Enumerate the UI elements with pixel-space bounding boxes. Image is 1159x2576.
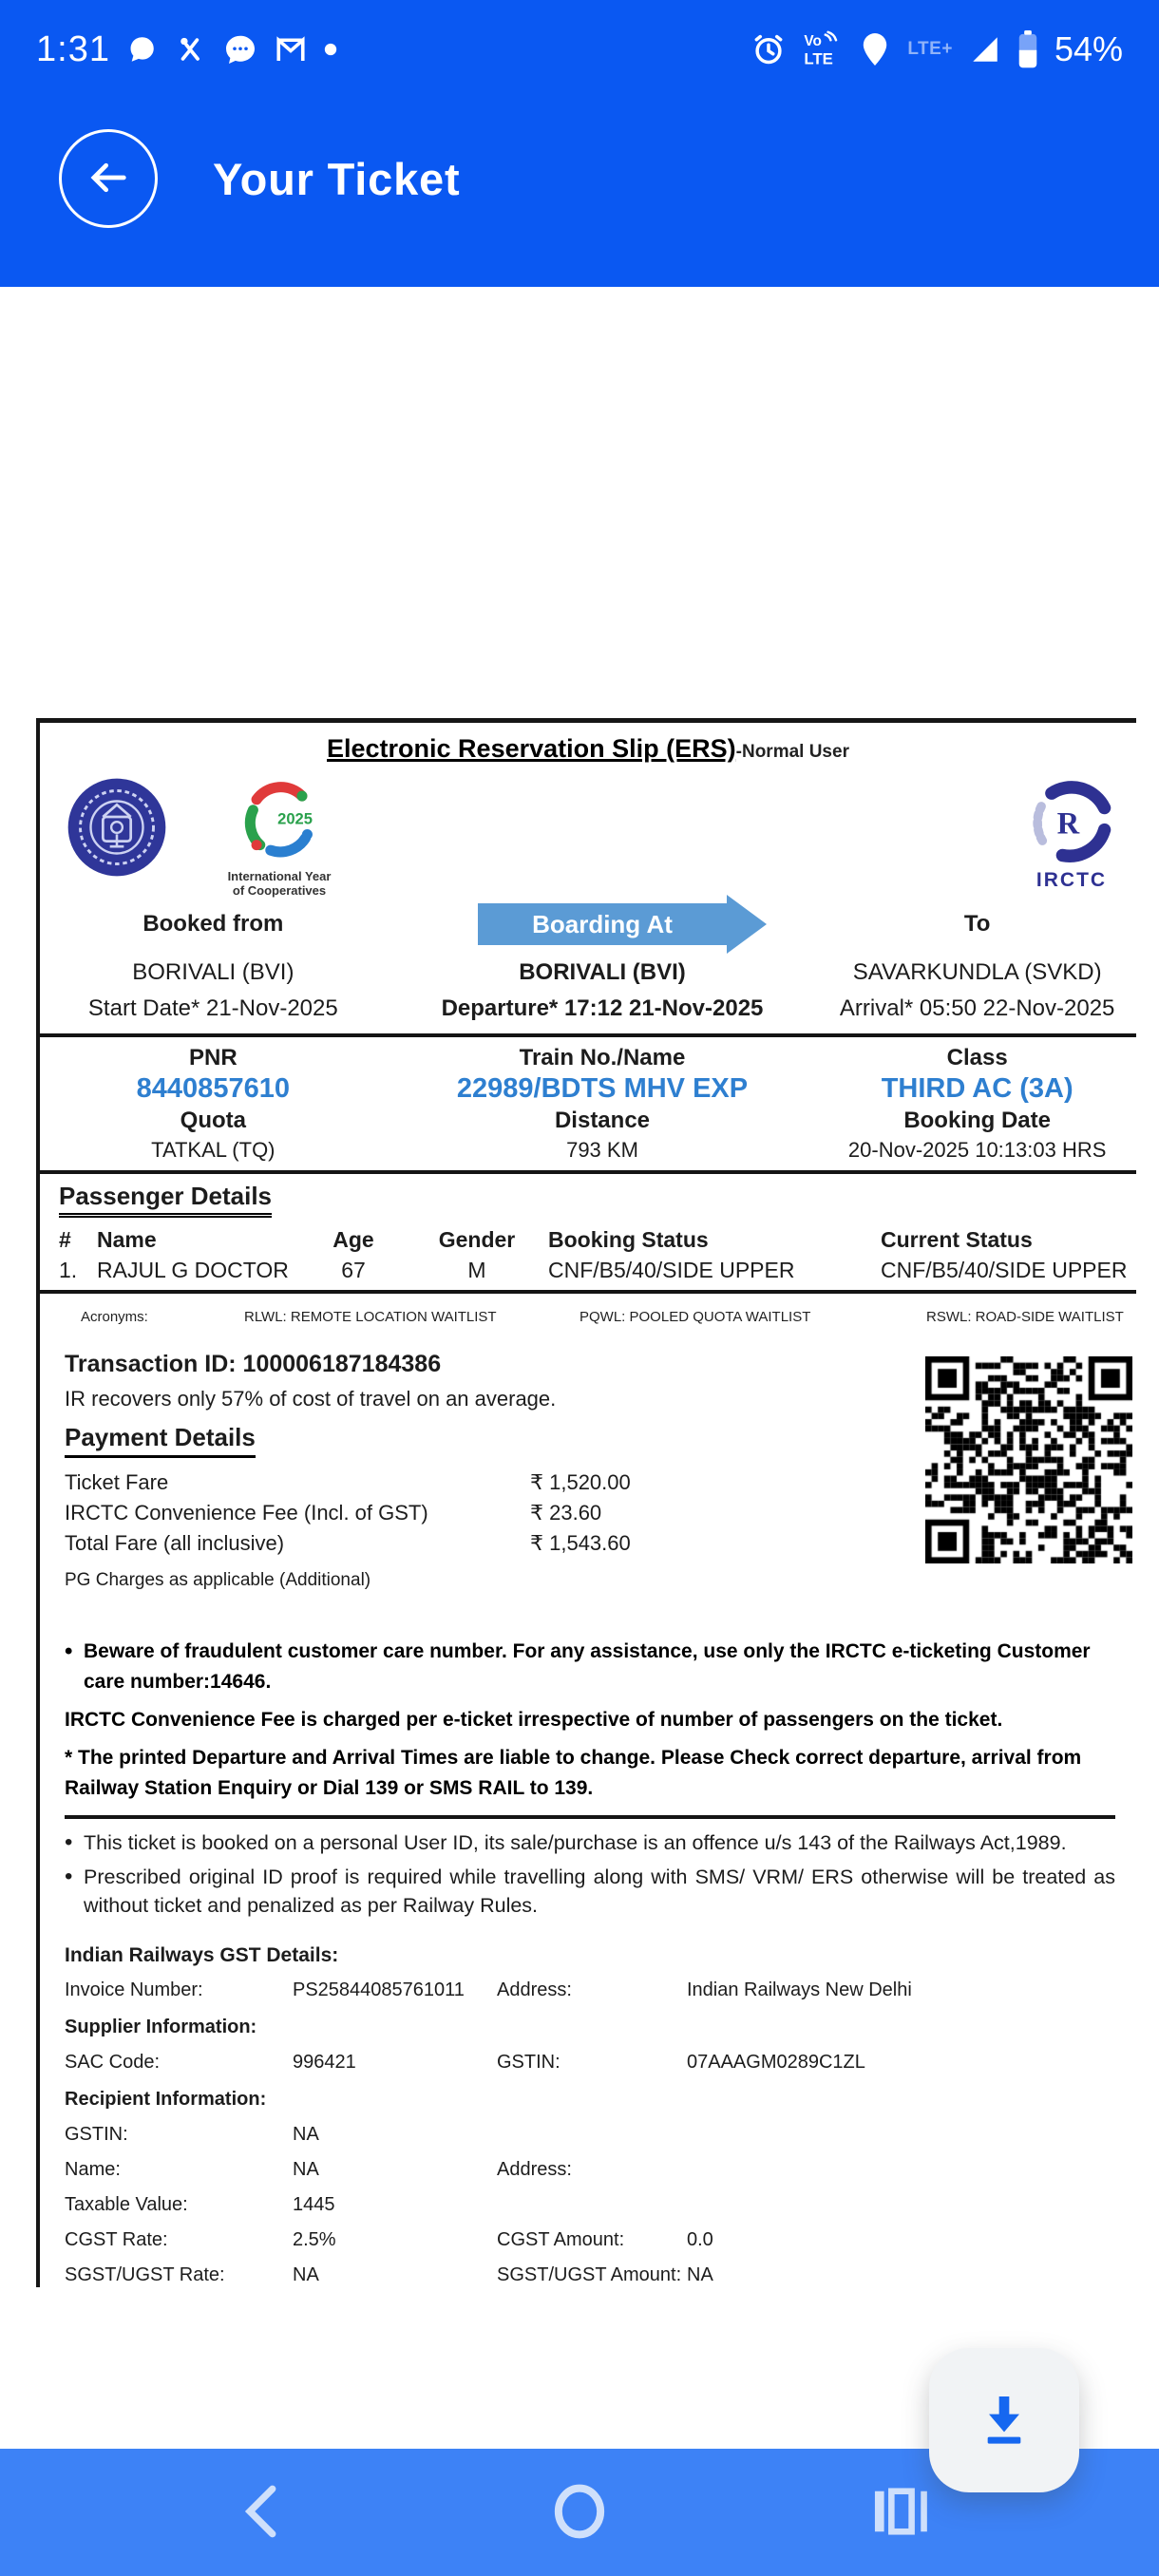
address-value: Indian Railways New Delhi	[687, 1979, 912, 2000]
nav-back-icon	[241, 2485, 283, 2541]
sgst-rate-label: SGST/UGST Rate:	[65, 2264, 225, 2285]
divider	[40, 1290, 1136, 1294]
payment-heading: Payment Details	[65, 1423, 256, 1458]
logo-row	[65, 775, 1121, 897]
booking-date-value: 20-Nov-2025 10:13:03 HRS	[847, 1138, 1107, 1162]
booking-date-label: Booking Date	[903, 1108, 1051, 1133]
volte-icon	[803, 30, 843, 68]
location-pin-icon	[859, 31, 891, 67]
boarding-station: BORIVALI (BVI)	[519, 959, 686, 985]
current-status: CNF/B5/40/SIDE UPPER	[881, 1258, 1128, 1282]
quota-value: TATKAL (TQ)	[151, 1138, 276, 1162]
back-button[interactable]	[59, 129, 158, 228]
bullet: •	[65, 1829, 73, 1855]
sgst-amount-label: SGST/UGST Amount:	[497, 2264, 682, 2285]
download-button[interactable]	[929, 2348, 1079, 2492]
ticket-document	[36, 718, 1136, 2287]
app-header	[0, 0, 1159, 287]
cgst-amount-label: CGST Amount:	[497, 2229, 625, 2250]
bullet: •	[65, 1638, 73, 1664]
acronym-rlwl: RLWL: REMOTE LOCATION WAITLIST	[244, 1309, 497, 1325]
taxable-value: 1445	[293, 2194, 335, 2215]
pnr-label: PNR	[188, 1045, 238, 1070]
invoice-value: PS25844085761011	[293, 1979, 465, 2000]
booking-status: CNF/B5/40/SIDE UPPER	[548, 1258, 795, 1282]
ers-title-main: Electronic Reservation Slip (ERS)	[327, 734, 736, 763]
irctc-logo	[1022, 775, 1121, 892]
passenger-gender: M	[467, 1258, 486, 1282]
ers-title	[40, 734, 1136, 764]
download-icon	[974, 2389, 1035, 2453]
pg-charges-note: PG Charges as applicable (Additional)	[65, 1570, 371, 1590]
battery-percent: 54%	[1054, 29, 1123, 68]
quota-label: Quota	[180, 1108, 246, 1133]
sac-label: SAC Code:	[65, 2052, 161, 2073]
col-booking-status: Booking Status	[548, 1227, 709, 1252]
col-name: Name	[97, 1227, 157, 1252]
battery-icon	[1017, 30, 1038, 68]
class-value: THIRD AC (3A)	[881, 1073, 1074, 1104]
recipient-gstin-value: NA	[293, 2124, 319, 2145]
passenger-section	[40, 1174, 1136, 1290]
payment-section	[65, 1351, 1136, 1593]
table-row: 1.	[59, 1258, 78, 1282]
status-bar	[0, 0, 1159, 99]
page-title: Your Ticket	[213, 153, 461, 204]
gmail-icon	[274, 32, 308, 66]
bullet: •	[65, 1864, 73, 1889]
class-label: Class	[946, 1045, 1008, 1070]
ers-title-suffix: -Normal User	[735, 742, 849, 762]
address-label: Address:	[497, 1979, 572, 2000]
iyc-caption-line2: of Cooperatives	[232, 883, 327, 898]
fare-value: ₹ 1,520.00	[530, 1470, 631, 1494]
svg-text:Vo: Vo	[804, 32, 823, 49]
passenger-heading: Passenger Details	[59, 1182, 272, 1218]
nav-back-button[interactable]	[196, 2449, 329, 2576]
acronym-rswl: RSWL: ROAD-SIDE WAITLIST	[926, 1309, 1124, 1325]
arrival-date: Arrival* 05:50 22-Nov-2025	[839, 995, 1115, 1021]
supplier-heading: Supplier Information:	[65, 2017, 257, 2037]
nav-recents-icon	[873, 2485, 928, 2541]
booked-from-label: Booked from	[142, 911, 284, 937]
app-notification-icon	[175, 33, 207, 66]
iyc-caption-line1: International Year	[227, 869, 332, 883]
recipient-name-value: NA	[293, 2159, 319, 2180]
train-value: 22989/BDTS MHV EXP	[456, 1073, 749, 1104]
convenience-fee-label: IRCTC Convenience Fee (Incl. of GST)	[65, 1501, 428, 1525]
signal-triangle-icon	[969, 33, 1001, 66]
status-time: 1:31	[36, 28, 110, 69]
irctc-label: IRCTC	[1036, 869, 1108, 891]
sac-value: 996421	[293, 2052, 356, 2073]
iyc-2025-logo	[203, 775, 355, 898]
cgst-amount-value: 0.0	[687, 2229, 713, 2250]
notice-convenience-fee: IRCTC Convenience Fee is charged per e-ticket irrespective of number of passengers on the ticket.	[65, 1709, 1003, 1731]
more-notifications-dot	[324, 43, 337, 56]
passenger-table	[59, 1227, 1136, 1290]
recipient-heading: Recipient Information:	[65, 2089, 267, 2110]
to-station: SAVARKUNDLA (SVKD)	[852, 959, 1102, 985]
ir-recovery-note: IR recovers only 57% of cost of travel on an average.	[65, 1387, 557, 1411]
start-date: Start Date* 21-Nov-2025	[87, 995, 338, 1021]
col-current-status: Current Status	[881, 1227, 1033, 1252]
total-fare-value: ₹ 1,543.60	[530, 1531, 631, 1555]
transaction-id: Transaction ID: 100006187184386	[65, 1351, 442, 1377]
notice-personal-id: This ticket is booked on a personal User ID, its sale/purchase is an offence u/s 143 of the Railways Act,1989.	[84, 1831, 1067, 1854]
recipient-address-label: Address:	[497, 2159, 572, 2180]
app-bar	[0, 99, 1159, 258]
recipient-gstin-label: GSTIN:	[65, 2124, 128, 2145]
gst-heading: Indian Railways GST Details:	[65, 1944, 339, 1966]
notice-id-proof: Prescribed original ID proof is required while travelling along with SMS/ VRM/ ERS otherwise will be treated as without ticket and penalized as per Railway Rules.	[84, 1866, 1115, 1917]
recipient-name-label: Name:	[65, 2159, 121, 2180]
passenger-age: 67	[341, 1258, 366, 1282]
chat-bubble-icon	[126, 33, 159, 66]
sgst-amount-value: NA	[687, 2264, 713, 2285]
sgst-rate-value: NA	[293, 2264, 319, 2285]
gst-section	[65, 1944, 1136, 2287]
nav-home-icon	[552, 2482, 607, 2544]
to-label: To	[963, 911, 991, 937]
notice-times-change: * The printed Departure and Arrival Times are liable to change. Please Check correct departure, arrival from Railway Station Enquiry or Dial 139 or SMS RAIL to 139.	[65, 1747, 1082, 1799]
notices-bold	[65, 1637, 1115, 1819]
col-gender: Gender	[438, 1227, 516, 1252]
divider	[65, 1815, 1115, 1819]
notices-regular	[65, 1828, 1115, 1920]
train-label: Train No./Name	[519, 1045, 686, 1070]
acronyms-row	[40, 1309, 1136, 1330]
iyc-year: 2025	[277, 809, 313, 828]
network-type-label: LTE+	[907, 39, 953, 59]
svg-text:LTE: LTE	[804, 49, 834, 68]
fare-label: Ticket Fare	[65, 1470, 169, 1494]
departure-date: Departure* 17:12 21-Nov-2025	[441, 995, 764, 1021]
cgst-rate-value: 2.5%	[293, 2229, 336, 2250]
pnr-value: 8440857610	[136, 1073, 290, 1104]
notice-fraud-warning: Beware of fraudulent customer care number. For any assistance, use only the IRCTC e-ticketing Customer care number:14646.	[84, 1640, 1091, 1693]
cgst-rate-label: CGST Rate:	[65, 2229, 168, 2250]
svg-text:R: R	[1056, 806, 1080, 842]
col-age: Age	[332, 1227, 374, 1252]
taxable-label: Taxable Value:	[65, 2194, 188, 2215]
gstin-value: 07AAAGM0289C1ZL	[687, 2052, 865, 2073]
convenience-fee-value: ₹ 23.60	[530, 1501, 602, 1525]
boarding-at-banner: Boarding At	[478, 903, 727, 945]
distance-value: 793 KM	[566, 1138, 638, 1162]
train-info-section	[40, 1037, 1136, 1170]
from-station: BORIVALI (BVI)	[132, 959, 294, 985]
journey-section	[40, 900, 1136, 1033]
acronyms-label: Acronyms:	[81, 1309, 148, 1325]
indian-railways-emblem-icon	[65, 775, 169, 884]
messages-icon	[223, 32, 257, 66]
nav-home-button[interactable]	[513, 2449, 646, 2576]
payment-rows	[65, 1468, 899, 1559]
back-arrow-icon	[82, 151, 135, 207]
distance-label: Distance	[554, 1108, 651, 1133]
acronym-pqwl: PQWL: POOLED QUOTA WAITLIST	[580, 1309, 811, 1325]
alarm-clock-icon	[750, 31, 787, 67]
gstin-label: GSTIN:	[497, 2052, 560, 2073]
col-num: #	[59, 1227, 71, 1252]
passenger-name: RAJUL G DOCTOR	[97, 1258, 289, 1282]
qr-code	[925, 1356, 1132, 1563]
total-fare-label: Total Fare (all inclusive)	[65, 1531, 285, 1555]
invoice-label: Invoice Number:	[65, 1979, 203, 2000]
